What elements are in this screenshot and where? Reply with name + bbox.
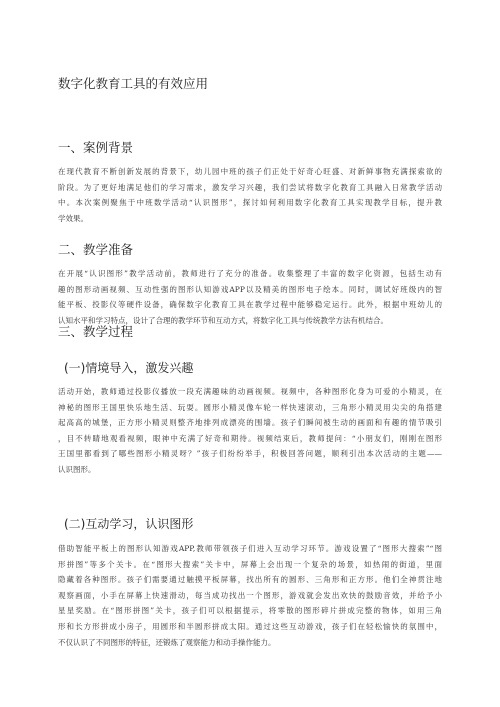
paragraph-line: 认知水平和学习特点，设计了合理的教学环节和互动方式，将数字化工具与传统教学方法有机结合。 [58, 315, 388, 325]
paragraph-line: 能平板、投影仪等硬件设备，确保数字化教育工具在教学过程中能够稳定运行。此外，根据中班幼儿的 [58, 300, 442, 310]
paragraph-line: 借助智能平板上的图形认知游戏APP,教师带领孩子们进入互动学习环节。游戏设置了“图形大搜索”“图 [58, 544, 442, 553]
paragraph-line: 形拼图”等多个关卡。在“图形大搜索”关卡中，屏幕上会出现一个复杂的场景，如热闹的街道，里面 [58, 559, 442, 569]
paragraph-line: 起高高的城堡，正方形小精灵则整齐地排列成漂亮的围墙。孩子们瞬间被生动的画面和有趣的情节吸引 [58, 418, 442, 428]
paragraph-line: 王国里都看到了哪些图形小精灵呀？”孩子们纷纷举手，积极回答问题，顺利引出本次活动的主题—— [58, 449, 442, 459]
section-heading-background: 一、案例背景 [58, 140, 134, 155]
paragraph-preparation [58, 266, 442, 328]
paragraph-line: 隐藏着各种图形。孩子们需要通过触摸平板屏幕，找出所有的圆形、三角形和正方形。他们全神贯注地 [58, 575, 442, 585]
paragraph-line: 星星奖励。在“图形拼图”关卡，孩子们可以根据提示，将零散的图形碎片拼成完整的物体，如用三角 [58, 606, 442, 616]
subsection-heading-interactive: (二)互动学习，认识图形 [64, 517, 194, 531]
paragraph-introduction [58, 384, 442, 478]
document-title: 数字化教育工具的有效应用 [58, 76, 209, 91]
paragraph-line: 趣的图形动画视频、互动性强的图形认知游戏APP以及精美的图形电子绘本。同时，调试好班级内的智 [58, 284, 442, 294]
paragraph-line: 学效果。 [58, 213, 88, 223]
paragraph-background [58, 164, 442, 226]
paragraph-line: 观察画面，小手在屏幕上快速滑动，每当成功找出一个图形，游戏就会发出欢快的鼓励音效，并给予小 [58, 590, 442, 600]
subsection-heading-introduction: (一)情境导入，激发兴趣 [64, 361, 194, 375]
paragraph-line: 活动开始，教师通过投影仪播放一段充满趣味的动画视频。视频中，各种图形化身为可爱的小精灵，在 [58, 387, 442, 396]
section-heading-preparation: 二、教学准备 [58, 242, 134, 257]
paragraph-line: 形和长方形拼成小房子，用圆形和半圆形拼成太阳。通过这些互动游戏，孩子们在轻松愉快的氛围中， [58, 621, 442, 631]
paragraph-line: 不仅认识了不同图形的特征，还锻炼了观察能力和动手操作能力。 [58, 637, 276, 647]
paragraph-line: 中。本次案例聚焦于中班数学活动“认识图形”，探讨如何利用数字化教育工具实现教学目标，提升教 [58, 198, 442, 208]
paragraph-line: 在现代教育不断创新发展的背景下，幼儿园中班的孩子们正处于好奇心旺盛、对新鲜事物充满探索欲的 [58, 167, 442, 176]
section-heading-process: 三、教学过程 [58, 324, 134, 339]
paragraph-line: 神秘的图形王国里快乐地生活、玩耍。圆形小精灵像车轮一样快速滚动，三角形小精灵用尖尖的角搭建 [58, 402, 442, 412]
paragraph-interactive [58, 541, 442, 650]
paragraph-line: 在开展“认识图形”教学活动前，教师进行了充分的准备。收集整理了丰富的数字化资源，包括生动有 [58, 269, 442, 278]
paragraph-line: 认识图形。 [58, 464, 96, 474]
paragraph-line: ，目不转睛地观看视频，眼神中充满了好奇和期待。视频结束后，教师提问：“小朋友们，刚刚在图形 [58, 433, 442, 443]
paragraph-line: 阶段。为了更好地满足他们的学习需求，激发学习兴趣，我们尝试将数字化教育工具融入日常教学活动 [58, 182, 442, 192]
